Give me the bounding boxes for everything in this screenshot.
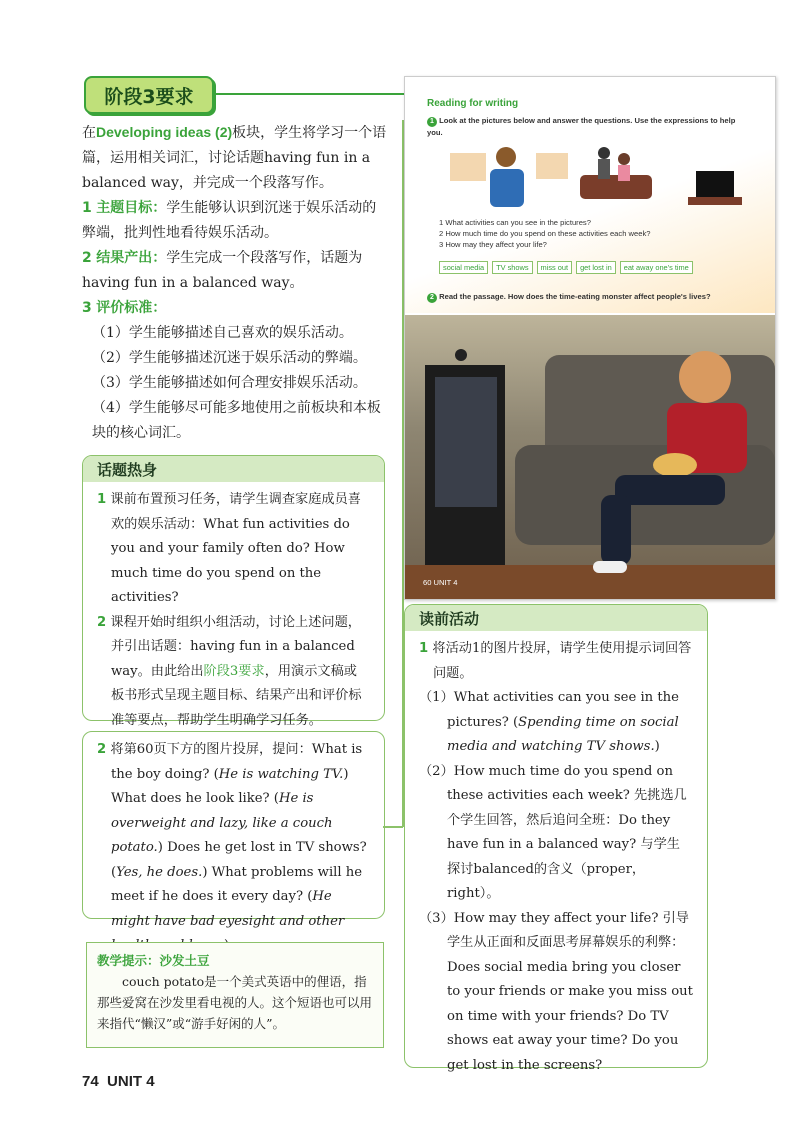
step-badge: 2 xyxy=(427,293,437,303)
intro-text: 板块，学生将学习一个语篇，运用相关词汇，讨论话题having fun in a balanced way，并完成一个段落写作。 xyxy=(82,125,387,191)
criterion: （1）学生能够描述自己喜欢的娱乐活动。 xyxy=(92,325,353,341)
expression-chip: social media xyxy=(439,261,488,274)
criterion: （4）学生能够尽可能多地使用之前板块和本板块的核心词汇。 xyxy=(92,400,381,441)
picture-question xyxy=(97,738,370,959)
goal-num: 3 xyxy=(82,300,92,316)
q-text: ) xyxy=(654,739,660,754)
warmup-item xyxy=(97,488,370,611)
pre-reading-question: （3）How may they affect your life? 引导学生从正面和反面思考屏幕娱乐的利弊：Does social media bring you closer to your friends or make you miss out on time with your friends? Do TV shows eat away your time? Do you get lost in the screens? xyxy=(419,910,693,1073)
couch-potato-photo xyxy=(405,315,775,599)
textbook-question: 3 How may they affect your life? xyxy=(439,240,547,249)
boy-body xyxy=(490,169,524,207)
pre-reading-body xyxy=(405,631,707,1088)
warmup-body xyxy=(83,482,384,743)
expression-chip: get lost in xyxy=(576,261,616,274)
goal-text: 学生完成一个段落写作，话题为having fun in a balanced way。 xyxy=(82,250,363,291)
page-footer xyxy=(82,1073,155,1090)
warmup-box xyxy=(82,455,385,728)
connector-line xyxy=(383,826,403,828)
textbook-instruction xyxy=(427,115,747,138)
goal-label: 结果产出： xyxy=(96,250,167,266)
item-num: 2 xyxy=(97,742,107,757)
textbook-question: 1 What activities can you see in the pictures? xyxy=(439,218,591,227)
sofa xyxy=(580,175,652,199)
item-text: 课前布置预习任务，请学生调查家庭成员喜欢的娱乐活动：What fun activities do you and your family often do? How much time do you spend on the activities? xyxy=(110,492,361,605)
stage-badge: 阶段3要求 xyxy=(84,76,214,114)
criterion: （2）学生能够描述沉迷于娱乐活动的弊端。 xyxy=(92,350,367,366)
stage-link: 阶段3要求 xyxy=(203,663,265,679)
page-number: 74 xyxy=(82,1073,99,1090)
person-head xyxy=(598,147,610,159)
textbook-question: 2 How much time do you spend on these activities each week? xyxy=(439,229,651,238)
goal-item xyxy=(82,246,390,296)
pre-reading-title: 读前活动 xyxy=(405,605,707,631)
tip-title: 教学提示：沙发土豆 xyxy=(97,953,210,968)
instruction-text: Read the passage. How does the time-eating monster affect people's lives? xyxy=(439,292,711,301)
food-picture xyxy=(536,153,568,179)
picture-question-body xyxy=(83,732,384,969)
expression-chip: eat away one's time xyxy=(620,261,693,274)
intro-text: 在 xyxy=(82,125,96,141)
q-answer: Spending time on social media and watching TV shows. xyxy=(447,714,679,754)
textbook-footer: 60 UNIT 4 xyxy=(423,578,458,587)
pre-reading-intro xyxy=(419,637,693,686)
item-num: 1 xyxy=(419,641,429,656)
step-badge: 1 xyxy=(427,117,437,127)
criterion: （3）学生能够描述如何合理安排娱乐活动。 xyxy=(92,375,367,391)
floor xyxy=(405,565,775,599)
food-picture xyxy=(450,153,486,181)
goal-label: 主题目标： xyxy=(96,200,167,216)
goal-item xyxy=(82,196,390,246)
item-text: ，用演示文稿或板书形式呈现主题目标、结果产出和评价标准等要点，帮助学生明确学习任务。 xyxy=(111,663,362,728)
unit-label: UNIT 4 xyxy=(107,1073,155,1090)
item-text: 课程开始时组织小组活动，讨论上述问题，并引出话题：having fun in a balanced way。由此给出 xyxy=(110,614,361,679)
textbook-heading: Reading for writing xyxy=(427,98,519,109)
q-answer: He is watching TV. xyxy=(218,766,344,782)
connector-line xyxy=(212,93,414,95)
person-body xyxy=(618,165,630,181)
expression-chips xyxy=(439,255,697,274)
instruction-text: Look at the pictures below and answer the questions. Use the expressions to help you. xyxy=(427,116,736,137)
boy-head xyxy=(496,147,516,167)
question-list xyxy=(439,217,650,250)
q-answer: Yes, he does. xyxy=(116,864,203,880)
tv-antenna xyxy=(455,349,467,361)
pre-reading-question: （2）How much time do you spend on these activities each week? 先挑选几个学生回答，然后追问全班：Do they have fun in a balanced way? 与学生探讨balanced的含义（proper，right）。 xyxy=(419,763,687,901)
sneakers xyxy=(593,561,627,573)
tv-stand xyxy=(688,197,742,205)
tv-icon xyxy=(696,171,734,197)
picture-question-box xyxy=(82,731,385,929)
warmup-title: 话题热身 xyxy=(83,456,384,482)
goal-text: 学生能够认识到沉迷于娱乐活动的弊端，批判性地看待娱乐活动。 xyxy=(82,200,377,241)
q-text: 将第60页下方的图片投屏，提问：What is the boy doing? ( xyxy=(110,742,363,782)
teaching-tip-box xyxy=(86,942,384,1048)
pre-reading-box xyxy=(404,604,708,1073)
item-num: 2 xyxy=(97,614,107,630)
textbook-instruction xyxy=(427,291,767,303)
stage-intro xyxy=(82,120,390,446)
item-num: 1 xyxy=(97,492,107,507)
goal-item xyxy=(82,296,390,321)
tip-text: couch potato是一个美式英语中的俚语，指那些爱窝在沙发里看电视的人。这个短语也可以用来指代“懒汉”或“游手好闲的人”。 xyxy=(97,974,373,1031)
boy-legs xyxy=(601,495,631,565)
person-head xyxy=(618,153,630,165)
goal-label: 评价标准： xyxy=(96,300,167,316)
tv-screen xyxy=(435,377,497,507)
expression-chip: miss out xyxy=(537,261,573,274)
q-text: （1）What activities can you see in the pictures? ( xyxy=(419,690,679,730)
goal-num: 1 xyxy=(82,200,92,216)
warmup-item xyxy=(97,611,370,734)
boy-head xyxy=(679,351,731,403)
expression-chip: TV shows xyxy=(492,261,532,274)
section-title: Developing ideas (2) xyxy=(96,124,233,140)
q-answer: He might have bad eyesight and other xyxy=(111,889,345,929)
photo-illustration xyxy=(405,315,775,599)
q-text: ) What problems will he meet if he does it every day? ( xyxy=(111,864,363,904)
activity-illustrations xyxy=(450,139,750,217)
snack-bowl xyxy=(653,453,697,477)
person-body xyxy=(598,159,610,179)
boy-legs xyxy=(615,475,725,505)
goal-num: 2 xyxy=(82,250,92,266)
q-text: ) What does he look like? ( xyxy=(111,766,349,806)
q-text: ) Does he get lost in TV shows? ( xyxy=(111,840,367,880)
item-text: 将活动1的图片投屏，请学生使用提示词回答问题。 xyxy=(432,641,692,681)
textbook-page xyxy=(404,76,776,600)
q-answer: He is overweight and lazy, like a couch potato. xyxy=(111,791,333,855)
pre-reading-question xyxy=(419,686,693,760)
